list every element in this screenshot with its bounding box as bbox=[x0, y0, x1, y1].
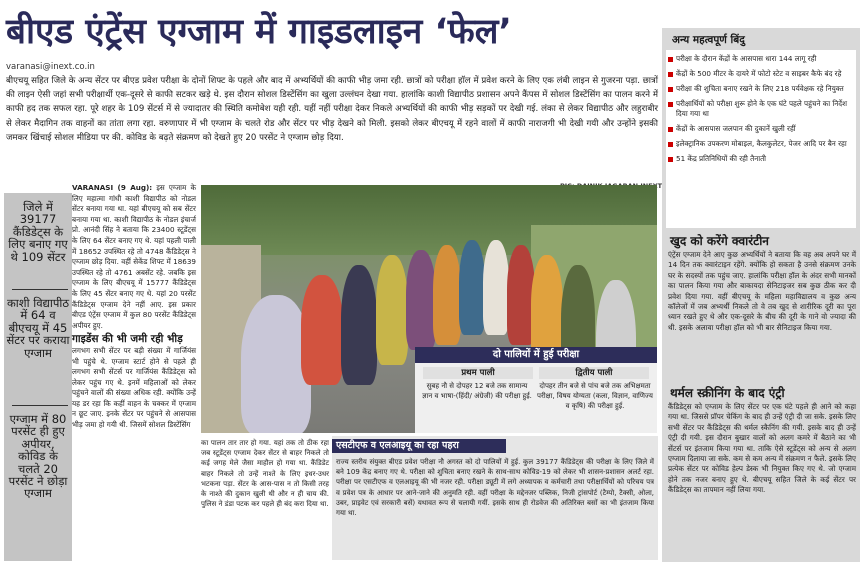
stats-sidebar bbox=[4, 193, 72, 561]
crowd-photo bbox=[201, 185, 657, 433]
stat-divider bbox=[12, 289, 68, 290]
point-item: परीक्षा की शुचिता बनाए रखने के लिए 218 पर्यवेक्षक रहे नियुक्त bbox=[666, 84, 856, 94]
shifts-box bbox=[415, 347, 657, 433]
right-sidebar bbox=[662, 28, 860, 562]
person bbox=[483, 240, 509, 335]
shifts-title: दो पालियों में हुई परीक्षा bbox=[415, 347, 657, 363]
quarantine-text: एंट्रेंस एग्जाम देने आए कुछ अभ्यर्थियों ने बताया कि वह अब अपने घर में 14 दिन तक क्वारंटाइन रहेंगे. क्योंकि हो सकता है उनसे संक्रमण उनके घर के सदस्यों तक पहुंच जाए. हालांकि परीक्षा हॉल के अंदर सभी मानकों का पालन किया गया और बाकायदा सेनिटाइजर सब कुछ ठीक कर दी प्रवेश दिया गया. वहीं बीएचयू के महिला महाविद्यालय व कुछ अन्य कॉलेजों में जब अभ्यर्थी निकले तो वे तब खुद से शारीरिक दूरी का पूरा ध्यान रखते हुए थे और एक-दूसरे के बीच की दूरी के गाने वो ज्यादा की थी. इसके अलावा परीक्षा हॉल को भी बार सैनिटाइज किया गया. bbox=[668, 250, 856, 332]
point-item: परीक्षार्थियों को परीक्षा शुरू होने के एक घंटे पहले पहुंचने का निर्देश दिया गया था bbox=[666, 99, 856, 119]
point-item: केंद्रों के आसपास जलपान की दुकानें खुली रहीं bbox=[666, 124, 856, 134]
stf-title: एसटीएफ व एलआइयू का रहा पहरा bbox=[332, 439, 506, 453]
reporter-email[interactable]: varanasi@inext.co.in bbox=[6, 62, 95, 72]
stf-text: राज्य स्तरीय संयुक्त बीएड प्रवेश परीक्षा नौ अगस्त को दो पालियों में हुई. कुल 39177 कैंडिडेट्स की परीक्षा के लिए जिले में बने 109 केंद्र बनाए गए थे. परीक्षा को शुचिता बनाए रखने के साथ-साथ कोविड-19 को लेकर भी शासन-प्रशासन अलर्ट रहा. परीक्षा पर एसटीएफ व एलआइयू की भी नजर रही. परीक्षा ड्यूटी में लगे अध्यापक व कर्मचारी तथा परीक्षार्थियों को परिचय पत्र व प्रवेश पत्र के आधार पर आने-जाने की अनुमति रही. वहीं परीक्षा के मद्देनजर पब्लिक, निजी ट्रांसपोर्ट (टैम्पो, टैक्सी, ओला, उबर, प्राइवेट एवं सरकारी बसें) यथावत रूप से चलायी गयीं. इसके साथ ही रोडवेज की अतिरिक्त बसों का भी इंतजाम किया गया था. bbox=[336, 458, 654, 518]
stat-attendance: एग्जाम में 80 परसेंट ही हुए अपीयर, कोविड के चलते 20 परसेंट ने छोड़ा एग्जाम bbox=[8, 412, 68, 501]
stat-centers: जिले में 39177 कैंडिडेट्स के लिए बनाए गए थे 109 सेंटर bbox=[8, 200, 68, 264]
dateline: VARANASI (9 Aug): bbox=[72, 183, 153, 192]
stf-box bbox=[332, 436, 658, 560]
stat-venues: काशी विद्यापीठ में 64 व बीएचयू में 45 सेंटर पर कराया एग्जाम bbox=[6, 296, 70, 360]
second-shift-title: द्वितीय पाली bbox=[539, 367, 649, 379]
story-text: इस एग्जाम के लिए महात्मा गांधी काशी विद्यापीठ को नोडल सेंटर बनाया गया था. यहां बीएचयू को सब सेंटर बनाया गया था. काशी विद्यापीठ के नोडल इंचार्ज प्रो. आनंदी सिंह ने बताया कि 23400 स्टूडेंट्स के लिए 64 सेंटर बनाए गए थे. यहां पहली पाली में 18652 उपस्थित रहे तो 4748 कैंडिडेट्स ने एग्जाम छोड़ दिया. वहीं सेकेंड शिफ्ट में 18639 उपस्थित रहे तो 4761 अबसेंट रहे. जबकि इस एग्जाम के लिए बीएचयू में 15777 कैंडिडेट्स के लिए 45 सेंटर बनाए गए थे. यहां 20 परसेंट कैंडिडेट्स एग्जाम देने नहीं आए. इस प्रकार बीएड एंट्रेंस एग्जाम में कुल 80 परसेंट कैंडिडेट्स अपीयर हुए. bbox=[72, 183, 196, 330]
quarantine-title: खुद को करेंगे क्वारंटीन bbox=[670, 234, 769, 248]
points-box bbox=[666, 50, 856, 228]
point-item: 51 केंद्र प्रतिनिधियों की रही तैनाती bbox=[666, 154, 856, 164]
point-item: इलेक्ट्रानिक उपकरण मोबाइल, कैलकुलेटर, पेजर आदि पर बैन रहा bbox=[666, 139, 856, 149]
headline: बीएड एंट्रेंस एग्जाम में गाइडलाइन ‘फेल’ bbox=[6, 12, 512, 52]
person bbox=[301, 275, 343, 385]
person bbox=[459, 240, 485, 335]
person bbox=[406, 250, 436, 350]
person bbox=[341, 265, 377, 385]
sidebar-title: अन्य महत्वपूर्ण बिंदु bbox=[672, 34, 745, 46]
person bbox=[376, 255, 408, 365]
point-item: परीक्षा के दौरान केंद्रों के आसपास धारा 144 लागू रही bbox=[666, 54, 856, 64]
point-item: केंद्रों के 500 मीटर के दायरे में फोटो स्टेट व साइबर कैफे बंद रहे bbox=[666, 69, 856, 79]
screening-title: थर्मल स्क्रीनिंग के बाद एंट्री bbox=[670, 386, 785, 400]
intro-paragraph: बीएचयू सहित जिले के अन्य सेंटर पर बीएड प्रवेश परीक्षा के दोनों शिफ्ट के पहले और बाद में अभ्यर्थियों की काफी भीड़ जमा रही. छात्रों को परीक्षा हॉल में प्रवेश करने के लिए एक लंबी लाइन से गुजरना पड़ा. छात्रों की लाइन ऐसी जहां सभी परीक्षार्थी एक-दूसरे से काफी सटकर खड़े थे. इस दौरान सोशल डिस्टेंसिंग का खुला उल्लंघन देखा गया. हालांकि काशी विद्यापीठ प्रशासन अपने कैंपस में सोशल डिस्टेंसिंग का पालन करने में काफी हद तक सफल रहा. पूरे शहर के 109 सेंटर्स में से ज्यादातर की स्थिति कमोबेश यही रही. यहीं नहीं परीक्षा देकर निकले अभ्यर्थियों की काफी भीड़ सड़कों पर देखी गई. लंका से लेकर विद्यापीठ और लहुराबीर से लेकर मैदागिन तक वाहनों का तांता लगा रहा. वरुणापार में भी एग्जाम के चलते रोड और सेंटर पर भीड़ देखने को मिली. इसको लेकर बीएचयू में रहने वालों में काफी नाराजगी भी देखी गयी और उन्होंने इसकी जमकर खिंचाई सोशल मीडिया पर की. कोविड के बढ़ते संक्रमण को देखते हुए 20 परसेंट ने एग्जाम छोड़ दिया. bbox=[6, 76, 658, 143]
first-shift-title: प्रथम पाली bbox=[423, 367, 533, 379]
second-shift-text: दोपहर तीन बजे से पांच बजे तक अभिक्षमता परीक्षा, विषय योग्यता (कला, विज्ञान, वाणिज्य व कृषि) की परीक्षा हुई. bbox=[537, 382, 653, 410]
subhead-guardians: गाइडेंस की भी जमी रही भीड़ bbox=[72, 333, 183, 346]
person bbox=[433, 245, 461, 345]
stat-divider bbox=[12, 405, 68, 406]
guardians-text: लगभग सभी सेंटर पर बड़ी संख्या में गार्जियंस भी पहुंचे थे. एग्जाम स्टार्ट होने से पहले ही लगभग सभी सेंटर्स पर गार्जियंस कैंडिडेट्स को लेकर पहुंच गए थे. इनमें महिलाओं को लेकर पहुंचने वालों की संख्या अधिक रही. क्योंकि उन्हें यह डर रहा कि कहीं वाहन के चक्कर में एग्जाम न छूट जाए. इनके सेंटर पर पहुंचने से आसपास भीड़ जमा हो गयी थी. जिसमें सोशल डिस्टेंसिंग bbox=[72, 345, 196, 430]
screening-text: कैंडिडेट्स को एग्जाम के लिए सेंटर पर एक घंटे पहले ही आने को कहा गया था. जिससे प्रॉपर चेकिंग के बाद ही उन्हें एंट्री दी जा सके. इसके लिए सभी सेंटर पर कैंडिडेट्स की थर्मल स्कैनिंग की गयी. इसके बाद ही उन्हें एंट्री दी गयी. इस दौरान बुखार वालों को अलग कमरे में बैठाने का भी सेंटर्स पर इंतजाम किया गया था. ताकि ऐसे स्टूडेंट्स को अन्य से अलग एग्जाम दिलाया जा सके. कम से कम अन्य में संक्रमण न फैले. इसके लिए प्रत्येक सेंटर पर कोविड हेल्प डेस्क भी नियुक्त किए गए थे. जो एग्जाम होने तक नजर बनाए हुए थे. बीएचयू सहित जिले के कई सेंटर पर कैंडिडेट्स का तापमान नहीं लिया गया. bbox=[668, 402, 856, 495]
first-shift-text: सुबह नौ से दोपहर 12 बजे तक सामान्य ज्ञान व भाषा-(हिंदी/ अंग्रेजी) की परीक्षा हुई. bbox=[422, 382, 532, 400]
story-column bbox=[72, 183, 196, 431]
story-continued: का पालन तार तार हो गया. यहां तक तो ठीक रहा जब स्टूडेंट्स एग्जाम देकर सेंटर से बाहर निकले तो कई जगह मेले जैसा माहौल हो गया था. कैंडिडेट बाहर निकले तो उन्हें नाश्ते के लिए इधर-उधर भटकना पड़ा. सेंटर के आस-पास न तो किसी तरह के नाश्ते की दुकान खुली थी और न ही चाय की. पुलिस ने डंडा पटक कर पहले ही बंद करा दिया था. bbox=[201, 439, 329, 509]
